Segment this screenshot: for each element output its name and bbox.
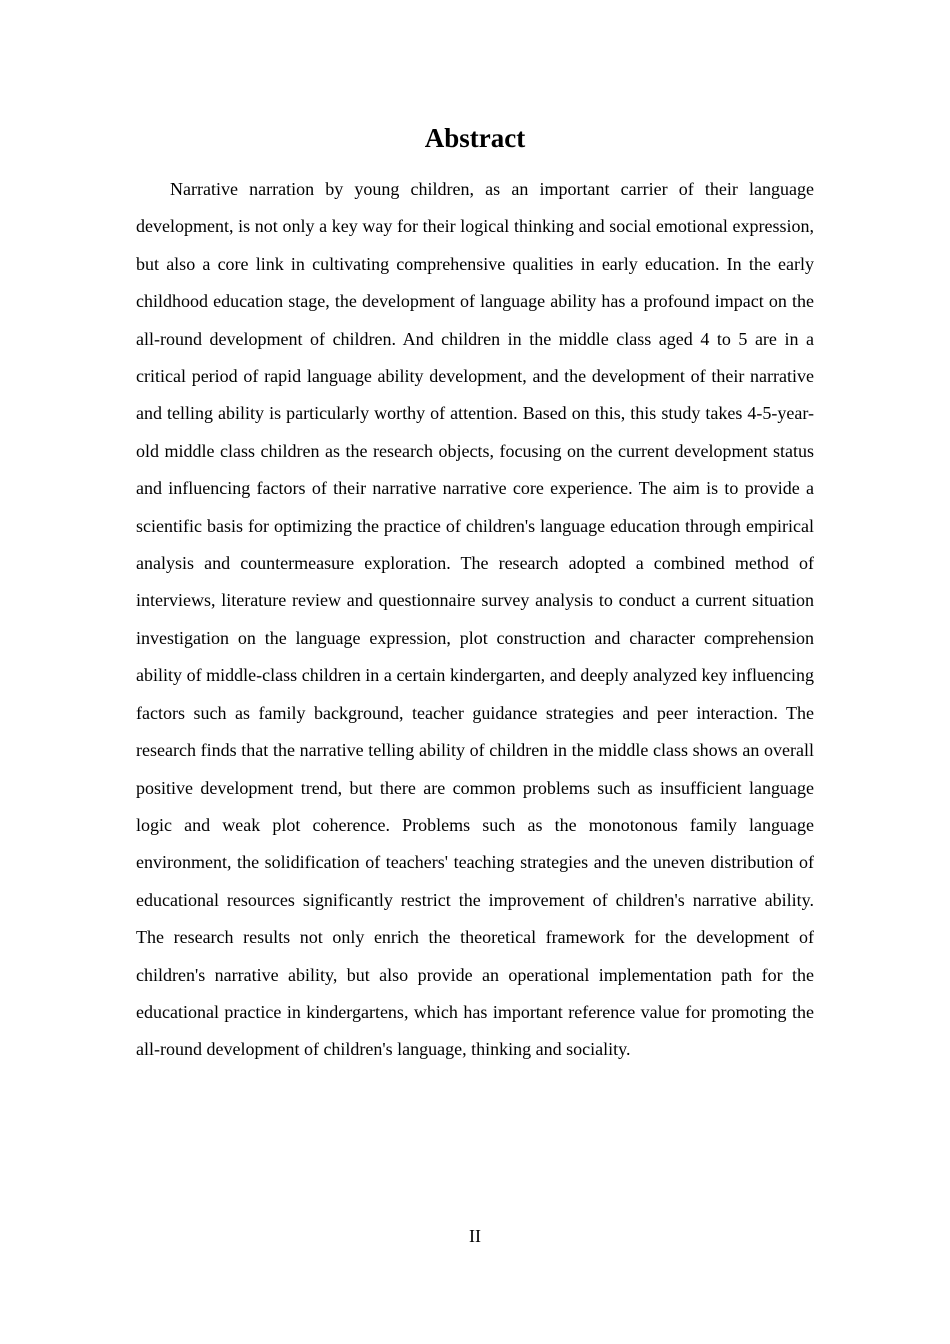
- page-number: II: [469, 1226, 481, 1246]
- page-title: Abstract: [424, 123, 526, 153]
- abstract-body: Narrative narration by young children, as an important carrier of their language development, is not only a key way for their logical thinking and social emotional expression, but also a core link in cultivating comprehensive qualities in early education. In the early childhood education stage, the development of language ability has a profound impact on the all-round development of children. And children in the middle class aged 4 to 5 are in a critical period of rapid language ability development, and the development of their narrative and telling ability is particularly worthy of attention. Based on this, this study takes 4-5-year-old middle class children as the research objects, focusing on the current development status and influencing factors of their narrative narrative core experience. The aim is to provide a scientific basis for optimizing the practice of children's language education through empirical analysis and countermeasure exploration. The research adopted a combined method of interviews, literature review and questionnaire survey analysis to conduct a current situation investigation on the language expression, plot construction and character comprehension ability of middle-class children in a certain kindergarten, and deeply analyzed key influencing factors such as family background, teacher guidance strategies and peer interaction. The research finds that the narrative telling ability of children in the middle class shows an overall positive development trend, but there are common problems such as insufficient language logic and weak plot coherence. Problems such as the monotonous family language environment, the solidification of teachers' teaching strategies and the uneven distribution of educational resources significantly restrict the improvement of children's narrative ability. The research results not only enrich the theoretical framework for the development of children's narrative ability, but also provide an operational implementation path for the educational practice in kindergartens, which has important reference value for promoting the all-round development of children's language, thinking and sociality.: [136, 179, 814, 1060]
